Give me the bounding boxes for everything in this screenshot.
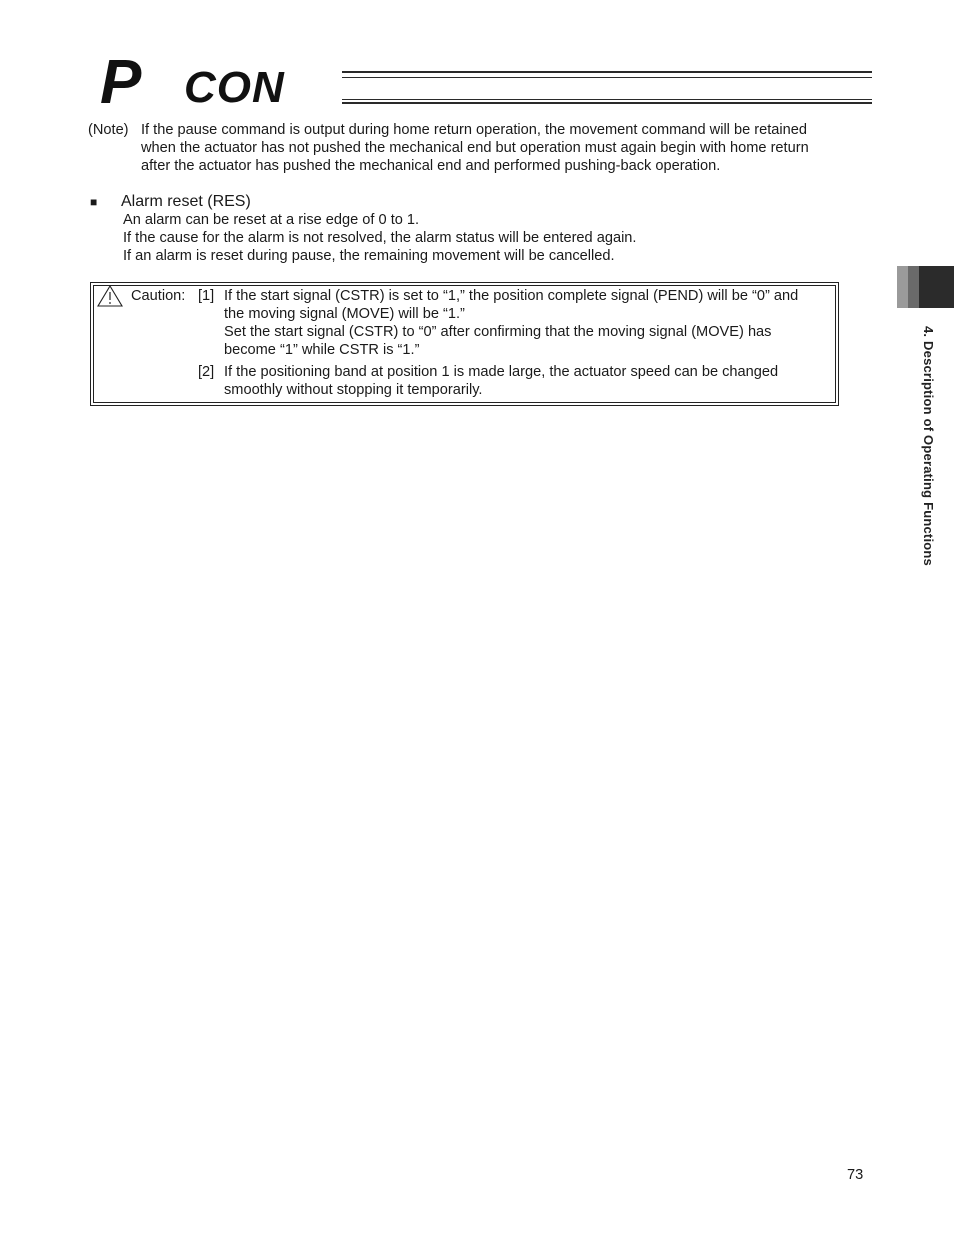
- logo-letter-p: P: [100, 48, 140, 117]
- caution-item-text: [224, 287, 839, 359]
- section-title: Alarm reset (RES): [121, 193, 251, 210]
- header-rule-bottom: [342, 102, 872, 104]
- header-rule-top-thin: [342, 77, 872, 78]
- caution-label: Caution:: [131, 288, 186, 304]
- caution-item-number: [1]: [198, 288, 215, 304]
- caution-item-line: Set the start signal (CSTR) to “0” after confirming that the moving signal (MOVE) has: [224, 324, 772, 340]
- pcon-logo: [100, 48, 340, 117]
- section-body: [123, 211, 863, 265]
- header-rule-bottom-thin: [342, 99, 872, 100]
- caution-item-line: If the positioning band at position 1 is made large, the actuator speed can be changed: [224, 364, 779, 380]
- caution-item-line: If the start signal (CSTR) is set to “1,” the position complete signal (PEND) will be “0” and: [224, 288, 799, 304]
- caution-item-text: [224, 363, 839, 399]
- caution-item-line: the moving signal (MOVE) will be “1.”: [224, 306, 465, 322]
- section-line: An alarm can be reset at a rise edge of 0 to 1.: [123, 212, 420, 228]
- chapter-tab-light: [897, 266, 908, 308]
- chapter-tab-dark: [919, 266, 954, 308]
- note-line: If the pause command is output during home return operation, the movement command will be retained: [141, 122, 808, 138]
- note-line: when the actuator has not pushed the mechanical end but operation must again begin with home return: [141, 140, 809, 156]
- caution-item-number: [2]: [198, 364, 215, 380]
- note-body: [141, 121, 871, 175]
- section-line: If the cause for the alarm is not resolved, the alarm status will be entered again.: [123, 230, 637, 246]
- section-bullet: ■: [90, 195, 98, 209]
- warning-triangle-icon: [97, 285, 123, 307]
- note-line: after the actuator has pushed the mechanical end and performed pushing-back operation.: [141, 158, 721, 174]
- header-rule-top: [342, 71, 872, 73]
- note-label: (Note): [88, 122, 129, 138]
- logo-letters-con: CON: [184, 63, 285, 112]
- caution-item-line: smoothly without stopping it temporarily.: [224, 382, 483, 398]
- chapter-side-label: 4. Description of Operating Functions: [921, 326, 936, 566]
- page-number: 73: [847, 1167, 864, 1183]
- section-line: If an alarm is reset during pause, the remaining movement will be cancelled.: [123, 248, 615, 264]
- caution-item-line: become “1” while CSTR is “1.”: [224, 342, 420, 358]
- chapter-tab-mid: [908, 266, 919, 308]
